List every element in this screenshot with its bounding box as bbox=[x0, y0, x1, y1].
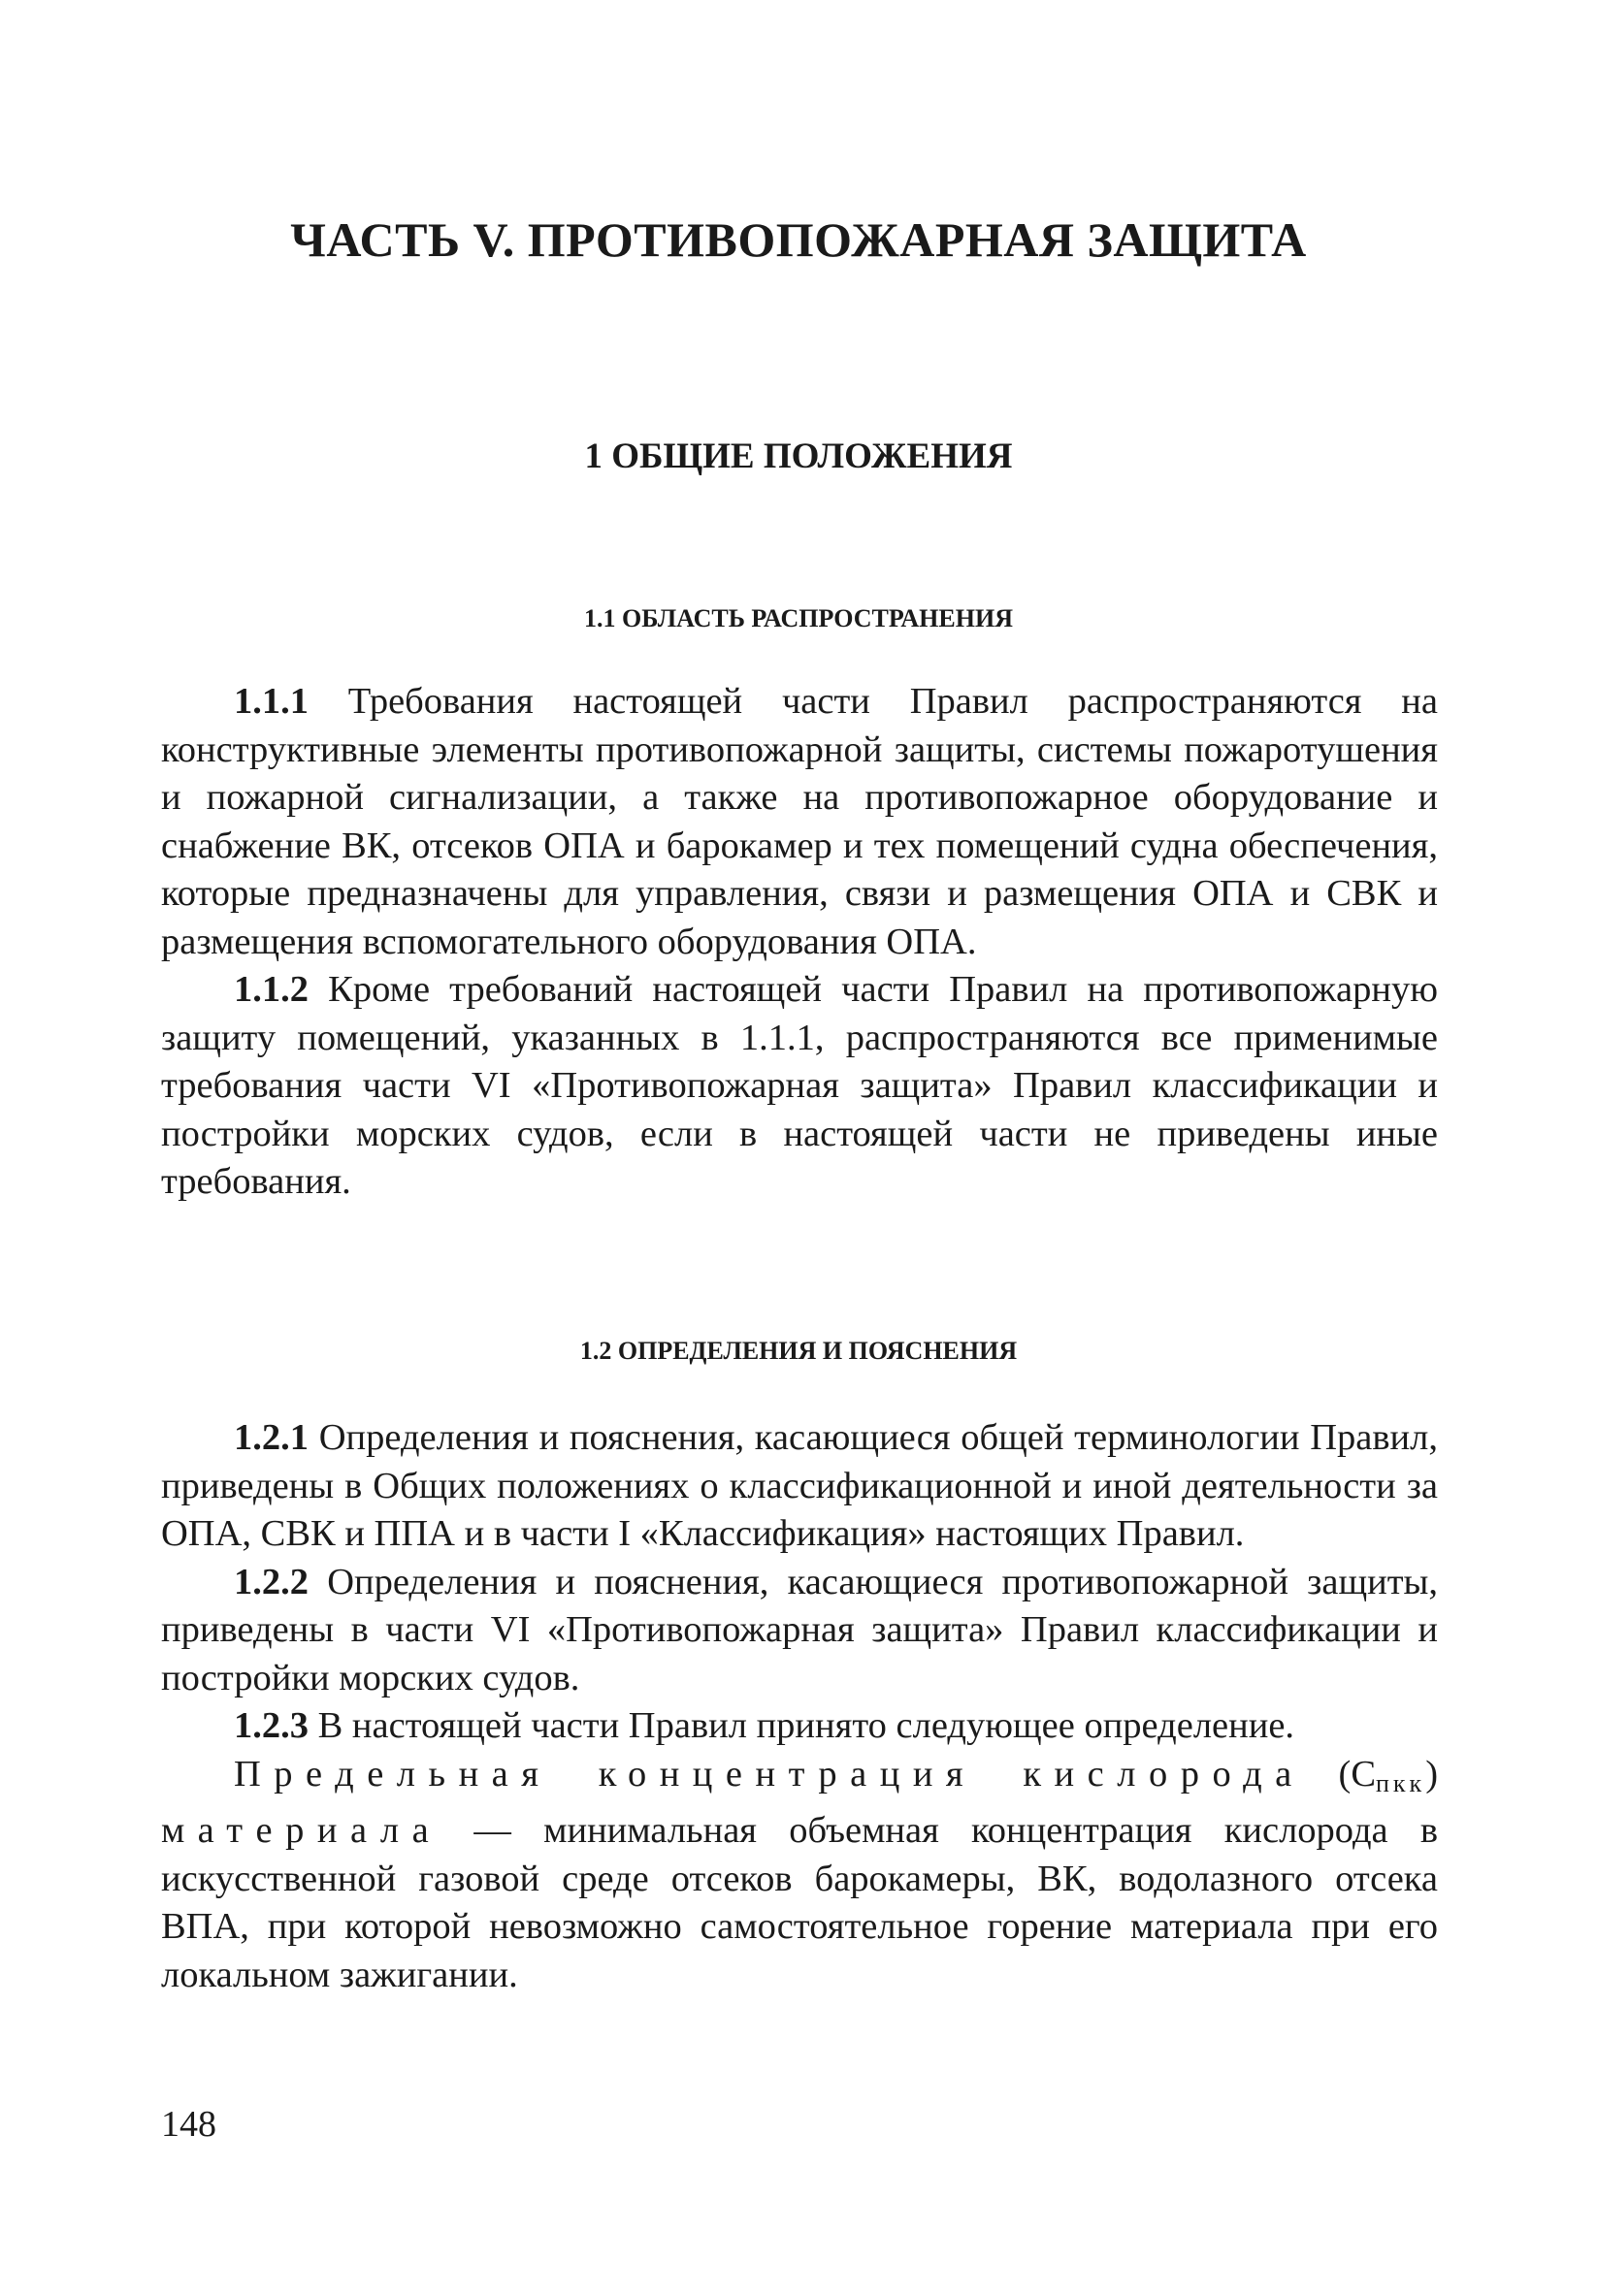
part-title: ЧАСТЬ V. ПРОТИВОПОЖАРНАЯ ЗАЩИТА bbox=[290, 212, 1307, 267]
paragraph-1-1-1 bbox=[161, 678, 1438, 966]
paragraph-number: 1.1.2 bbox=[234, 969, 309, 1010]
paragraph-1-2-3 bbox=[161, 1702, 1438, 1751]
paragraph-text: Определения и пояснения, касающиеся противопожарной защиты, приведены в части VI «Противопожарная защита» Правил классификации и постройки морских судов. bbox=[161, 1561, 1439, 1698]
paragraph-text: Кроме требований настоящей части Правил на противопожарную защиту помещений, указанных в 1.1.1, распространяются все применимые требования части VI «Противопожарная защита» Правил классификации и постройки морских судов, если в настоящей части не приведены иные требования. bbox=[161, 969, 1438, 1202]
definition-term: Предельная концентрация кислорода bbox=[234, 1753, 1305, 1795]
definition-text: — минимальная объемная концентрация кислорода в искусственной газовой среде отсеков барокамеры, ВК, водолазного отсека ВПА, при которой невозможно самостоятельное горение материала при его локальном зажигании. bbox=[161, 1810, 1439, 1995]
paragraph-number: 1.1.1 bbox=[234, 681, 309, 722]
symbol-open: (С bbox=[1338, 1753, 1376, 1795]
subsection-body-1-2 bbox=[161, 1414, 1438, 1999]
paragraph-text: Определения и пояснения, касающиеся общей терминологии Правил, приведены в Общих положениях о классификационной и иной деятельности за ОПА, СВК и ППА и в части I «Классификация» настоящих Правил. bbox=[161, 1417, 1438, 1554]
symbol-subscript: пкк bbox=[1376, 1768, 1426, 1797]
symbol-close: ) bbox=[1425, 1753, 1439, 1795]
definition-term-continued: материала bbox=[161, 1810, 442, 1851]
paragraph-1-2-1 bbox=[161, 1414, 1438, 1559]
paragraph-number: 1.2.2 bbox=[234, 1561, 309, 1602]
page-number: 148 bbox=[161, 2104, 216, 2145]
subsection-body-1-1 bbox=[161, 678, 1438, 1207]
section-title: 1 ОБЩИЕ ПОЛОЖЕНИЯ bbox=[584, 437, 1013, 476]
definition-paragraph bbox=[161, 1751, 1438, 2000]
paragraph-text: В настоящей части Правил принято следующее определение. bbox=[317, 1705, 1295, 1746]
paragraph-text: Требования настоящей части Правил распространяются на конструктивные элементы противопожарной защиты, системы пожаротушения и пожарной сигнализации, а также на противопожарное оборудование и снабжение ВК, отсеков ОПА и барокамер и тех помещений судна обеспечения, которые предназначены для управления, связи и размещения ОПА и СВК и размещения вспомогательного оборудования ОПА. bbox=[161, 681, 1438, 962]
paragraph-number: 1.2.1 bbox=[234, 1417, 309, 1458]
subsection-title-1-1: 1.1 ОБЛАСТЬ РАСПРОСТРАНЕНИЯ bbox=[584, 604, 1013, 632]
paragraph-1-1-2 bbox=[161, 966, 1438, 1207]
subsection-title-1-2: 1.2 ОПРЕДЕЛЕНИЯ И ПОЯСНЕНИЯ bbox=[579, 1337, 1018, 1365]
definition-symbol bbox=[1339, 1754, 1439, 1795]
paragraph-number: 1.2.3 bbox=[234, 1705, 309, 1746]
paragraph-1-2-2 bbox=[161, 1559, 1438, 1703]
